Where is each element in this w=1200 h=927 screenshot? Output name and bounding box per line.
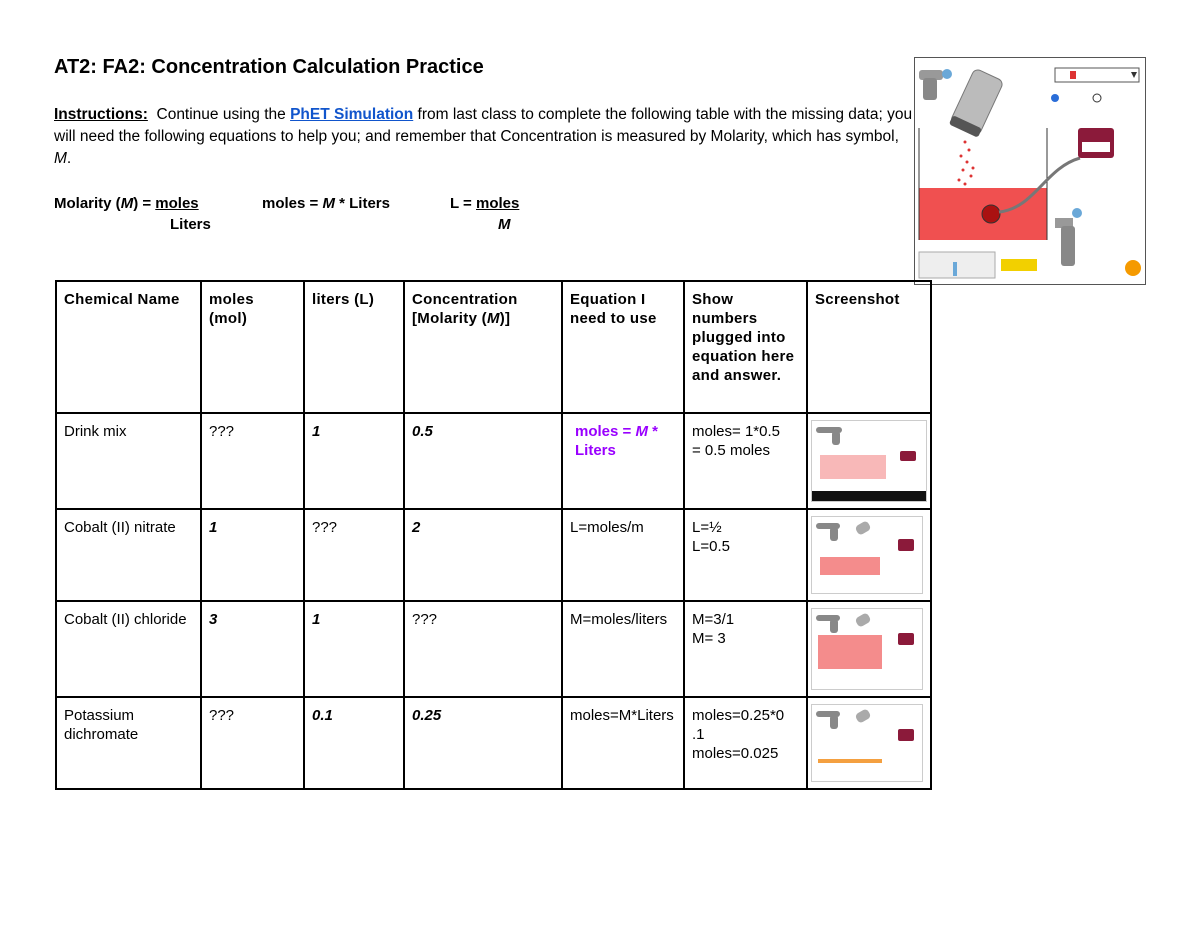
phet-simulation-link[interactable]: PhET Simulation (290, 106, 414, 123)
cell-moles: 3 (201, 601, 304, 697)
cell-concentration: 0.25 (404, 697, 562, 789)
cell-moles: ??? (201, 413, 304, 509)
instructions-paragraph: Instructions: Continue using the PhET Simulation from last class to complete the following table with the missing data; you will need the following equations to help you; and remember that Concentration is measured by Molarity, which has symbol, M. (54, 106, 913, 167)
instructions-body: from last class to complete the following table with the missing data; you will need the following equations to help you; and remember that Concentration is measured by Molarity, which has symbol, (54, 106, 913, 145)
screenshot-thumbnail (811, 704, 923, 782)
cell-show-work: moles=0.25*0 .1 moles=0.025 (684, 697, 807, 789)
equation-liters: L = moles (450, 195, 520, 212)
header-moles: moles (mol) (201, 281, 304, 413)
equation-molarity: Molarity (M) = moles (54, 195, 199, 212)
header-equation: Equation I need to use (562, 281, 684, 413)
page-title: AT2: FA2: Concentration Calculation Practice (54, 56, 484, 78)
cell-screenshot (807, 509, 931, 601)
cell-concentration: 2 (404, 509, 562, 601)
cell-liters: 0.1 (304, 697, 404, 789)
cell-name: Cobalt (II) chloride (56, 601, 201, 697)
cell-liters: 1 (304, 413, 404, 509)
remove-solute-button (1001, 259, 1037, 271)
cell-screenshot (807, 697, 931, 789)
screenshot-thumbnail (811, 516, 923, 594)
table-row (56, 601, 931, 697)
instructions-pre-link: Continue using the (156, 106, 286, 123)
screenshot-thumbnail (811, 608, 923, 690)
cell-name: Drink mix (56, 413, 201, 509)
header-liters: liters (L) (304, 281, 404, 413)
cell-show-work: moles= 1*0.5 = 0.5 moles (684, 413, 807, 509)
probe-icon (982, 205, 1000, 223)
cell-name: Cobalt (II) nitrate (56, 509, 201, 601)
cell-moles: 1 (201, 509, 304, 601)
liters-denominator: M (498, 216, 511, 233)
cell-equation: moles=M*Liters (562, 697, 684, 789)
instructions-label: Instructions: (54, 106, 148, 123)
liters-numerator: moles (476, 195, 520, 212)
cell-equation: moles = M * Liters (562, 413, 684, 509)
shaker-icon (949, 68, 1004, 138)
cell-screenshot (807, 413, 931, 509)
cell-liters: ??? (304, 509, 404, 601)
cell-show-work: M=3/1 M= 3 (684, 601, 807, 697)
cell-show-work: L=½ L=0.5 (684, 509, 807, 601)
reset-icon (1125, 260, 1141, 276)
table-row (56, 413, 931, 509)
phet-simulation-screenshot (914, 57, 1146, 285)
screenshot-thumbnail (811, 420, 927, 502)
table-row (56, 697, 931, 789)
header-show-work: Show numbers plugged into equation here and answer. (684, 281, 807, 413)
concentration-table (55, 280, 932, 790)
molarity-numerator: moles (155, 195, 199, 212)
simulation-illustration (915, 58, 1145, 284)
table-header-row (56, 281, 931, 413)
cell-screenshot (807, 601, 931, 697)
table-row (56, 509, 931, 601)
cell-name: Potassium dichromate (56, 697, 201, 789)
header-screenshot: Screenshot (807, 281, 931, 413)
equation-moles: moles = M * Liters (262, 195, 390, 212)
molarity-denominator: Liters (170, 216, 211, 233)
solute-dropdown (1055, 68, 1139, 82)
molarity-symbol: M (54, 150, 67, 167)
cell-equation: L=moles/m (562, 509, 684, 601)
header-chemical-name: Chemical Name (56, 281, 201, 413)
cell-concentration: ??? (404, 601, 562, 697)
header-concentration: Concentration [Molarity (M)] (404, 281, 562, 413)
cell-concentration: 0.5 (404, 413, 562, 509)
solute-particles (958, 141, 975, 186)
cell-equation: M=moles/liters (562, 601, 684, 697)
cell-moles: ??? (201, 697, 304, 789)
cell-liters: 1 (304, 601, 404, 697)
